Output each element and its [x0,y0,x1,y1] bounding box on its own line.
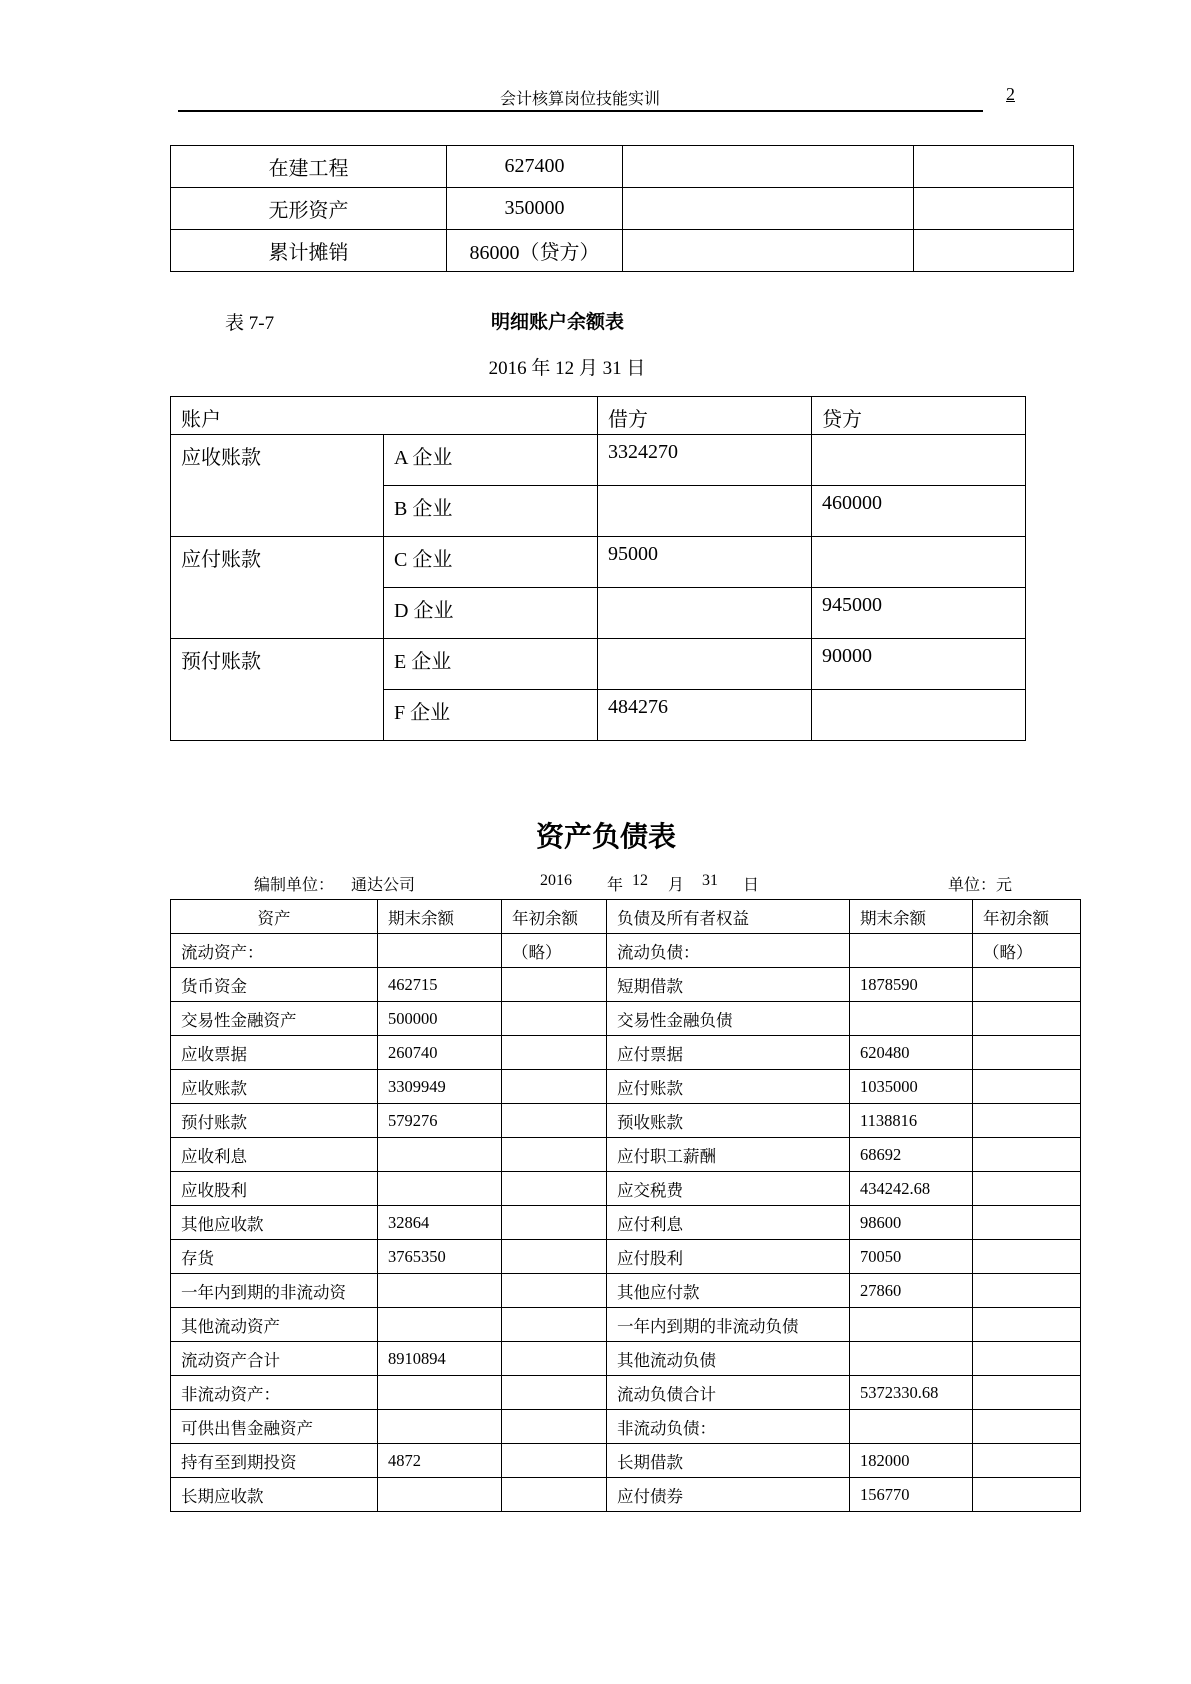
asset-ending-balance-cell [378,1410,502,1444]
liability-name-cell: 应付股利 [607,1240,850,1274]
asset-ending-balance-cell [378,1308,502,1342]
balance-sheet-table [170,899,1081,1512]
liability-ending-balance-cell [850,1342,973,1376]
liability-name-cell: 应付债券 [607,1478,850,1512]
detail-table-date: 2016 年 12 月 31 日 [488,358,646,379]
asset-opening-balance-cell: （略） [502,934,607,968]
account-balance-table-continued [170,145,1074,272]
asset-name-cell: 长期应收款 [171,1478,378,1512]
liability-name-cell: 应付职工薪酬 [607,1138,850,1172]
liability-name-cell: 短期借款 [607,968,850,1002]
liability-ending-balance-cell: 434242.68 [850,1172,973,1206]
asset-name-cell: 可供出售金融资产 [171,1410,378,1444]
asset-opening-balance-cell [502,1138,607,1172]
balance-sheet-row [171,1478,1081,1512]
asset-opening-balance-cell [502,1002,607,1036]
balance-sheet-row [171,1036,1081,1070]
top-table-cell [623,146,914,188]
date-year: 2016 [540,872,572,889]
asset-name-cell: 其他应收款 [171,1206,378,1240]
balance-sheet-row [171,1104,1081,1138]
liability-opening-balance-cell [973,1308,1081,1342]
liability-opening-balance-cell [973,1172,1081,1206]
asset-opening-balance-cell [502,1410,607,1444]
asset-ending-balance-cell: 500000 [378,1002,502,1036]
liability-ending-balance-cell: 70050 [850,1240,973,1274]
liability-name-cell: 流动负债： [607,934,850,968]
asset-ending-balance-cell [378,1478,502,1512]
detail-row [171,639,1026,690]
preparer-label: 编制单位： [254,877,335,894]
detail-account-cell: 预付账款 [171,639,384,741]
detail-unit-cell: B 企业 [384,486,598,537]
asset-name-cell: 货币资金 [171,968,378,1002]
liability-ending-balance-cell [850,934,973,968]
asset-opening-balance-cell [502,1342,607,1376]
header-rule [178,110,983,112]
detail-debit-cell [598,486,812,537]
detail-credit-cell [812,690,1026,741]
balance-sheet-row [171,934,1081,968]
detail-row [171,537,1026,588]
top-table-cell: 在建工程 [171,146,447,188]
date-year-char: 年 [607,877,624,894]
asset-ending-balance-cell: 8910894 [378,1342,502,1376]
detail-unit-cell: A 企业 [384,435,598,486]
balance-sheet-row [171,1206,1081,1240]
liability-name-cell: 应交税费 [607,1172,850,1206]
date-day: 31 [702,872,718,889]
asset-opening-balance-cell [502,1070,607,1104]
asset-opening-balance-cell [502,1240,607,1274]
balance-sheet-row [171,1002,1081,1036]
liability-ending-balance-cell: 182000 [850,1444,973,1478]
top-table-body [171,146,1074,272]
header-account: 账户 [171,397,598,435]
liability-ending-balance-cell: 27860 [850,1274,973,1308]
liability-opening-balance-cell [973,1104,1081,1138]
detail-debit-cell: 95000 [598,537,812,588]
asset-ending-balance-cell [378,1274,502,1308]
header-asset-name: 资产 [171,900,378,934]
balance-sheet-row [171,1308,1081,1342]
liability-ending-balance-cell: 98600 [850,1206,973,1240]
liability-name-cell: 流动负债合计 [607,1376,850,1410]
liability-opening-balance-cell [973,1342,1081,1376]
asset-name-cell: 流动资产： [171,934,378,968]
asset-opening-balance-cell [502,1444,607,1478]
liability-opening-balance-cell [973,1036,1081,1070]
asset-ending-balance-cell: 260740 [378,1036,502,1070]
balance-sheet-row [171,1444,1081,1478]
detail-credit-cell: 945000 [812,588,1026,639]
table-number: 表 7-7 [225,313,275,334]
asset-ending-balance-cell [378,1172,502,1206]
detail-header-row [171,397,1026,435]
liability-name-cell: 长期借款 [607,1444,850,1478]
detail-debit-cell: 3324270 [598,435,812,486]
asset-ending-balance-cell: 3765350 [378,1240,502,1274]
asset-ending-balance-cell [378,1376,502,1410]
asset-ending-balance-cell: 4872 [378,1444,502,1478]
header-debit: 借方 [598,397,812,435]
top-table-row [171,188,1074,230]
top-table-cell [914,230,1074,272]
detail-debit-cell [598,639,812,690]
liability-ending-balance-cell [850,1002,973,1036]
liability-ending-balance-cell [850,1308,973,1342]
asset-opening-balance-cell [502,1206,607,1240]
liability-ending-balance-cell: 1035000 [850,1070,973,1104]
liability-name-cell: 其他流动负债 [607,1342,850,1376]
detail-account-cell: 应付账款 [171,537,384,639]
asset-name-cell: 其他流动资产 [171,1308,378,1342]
liability-opening-balance-cell [973,1376,1081,1410]
asset-ending-balance-cell [378,1138,502,1172]
liability-opening-balance-cell [973,1240,1081,1274]
liability-opening-balance-cell [973,1444,1081,1478]
detail-account-balance-table [170,396,1026,741]
balance-sheet-row [171,968,1081,1002]
liability-ending-balance-cell: 1878590 [850,968,973,1002]
top-table-cell: 无形资产 [171,188,447,230]
company-name: 通达公司 [351,877,416,894]
header-asset-ending-balance: 期末余额 [378,900,502,934]
liability-opening-balance-cell [973,1206,1081,1240]
top-table-cell [623,230,914,272]
top-table-cell: 350000 [447,188,623,230]
top-table-row [171,146,1074,188]
asset-ending-balance-cell [378,934,502,968]
asset-name-cell: 流动资产合计 [171,1342,378,1376]
asset-name-cell: 预付账款 [171,1104,378,1138]
top-table-cell: 627400 [447,146,623,188]
liability-ending-balance-cell: 156770 [850,1478,973,1512]
detail-row [171,435,1026,486]
liability-ending-balance-cell: 5372330.68 [850,1376,973,1410]
date-month-char: 月 [668,877,685,894]
liability-name-cell: 应付利息 [607,1206,850,1240]
balance-sheet-row [171,1274,1081,1308]
asset-opening-balance-cell [502,1274,607,1308]
top-table-cell [914,188,1074,230]
header-liability-ending-balance: 期末余额 [850,900,973,934]
detail-credit-cell: 90000 [812,639,1026,690]
liability-opening-balance-cell [973,1002,1081,1036]
detail-credit-cell [812,537,1026,588]
balance-sheet-body [171,900,1081,1512]
top-table-cell: 累计摊销 [171,230,447,272]
top-table-cell: 86000（贷方） [447,230,623,272]
top-table-cell [623,188,914,230]
asset-name-cell: 存货 [171,1240,378,1274]
liability-opening-balance-cell [973,1410,1081,1444]
liability-name-cell: 预收账款 [607,1104,850,1138]
balance-sheet-row [171,1070,1081,1104]
balance-sheet-row [171,1376,1081,1410]
detail-unit-cell: F 企业 [384,690,598,741]
asset-name-cell: 一年内到期的非流动资 [171,1274,378,1308]
asset-opening-balance-cell [502,1308,607,1342]
date-month: 12 [632,872,648,889]
liability-opening-balance-cell [973,1138,1081,1172]
liability-name-cell: 一年内到期的非流动负债 [607,1308,850,1342]
date-day-char: 日 [743,877,760,894]
top-table-row [171,230,1074,272]
header-liability-opening-balance: 年初余额 [973,900,1081,934]
detail-credit-cell: 460000 [812,486,1026,537]
balance-sheet-row [171,1138,1081,1172]
liability-opening-balance-cell [973,1070,1081,1104]
liability-ending-balance-cell: 620480 [850,1036,973,1070]
header-liability-name: 负债及所有者权益 [607,900,850,934]
header-credit: 贷方 [812,397,1026,435]
asset-name-cell: 应收票据 [171,1036,378,1070]
asset-name-cell: 应收账款 [171,1070,378,1104]
asset-opening-balance-cell [502,1104,607,1138]
detail-unit-cell: C 企业 [384,537,598,588]
liability-ending-balance-cell: 68692 [850,1138,973,1172]
asset-opening-balance-cell [502,1036,607,1070]
detail-table-title: 明细账户余额表 [491,312,625,333]
currency-unit: 单位：元 [948,877,1013,894]
liability-name-cell: 非流动负债： [607,1410,850,1444]
asset-opening-balance-cell [502,1376,607,1410]
running-header-title: 会计核算岗位技能实训 [499,91,660,108]
balance-sheet-row [171,1172,1081,1206]
liability-name-cell: 应付票据 [607,1036,850,1070]
asset-name-cell: 非流动资产： [171,1376,378,1410]
detail-unit-cell: E 企业 [384,639,598,690]
asset-name-cell: 持有至到期投资 [171,1444,378,1478]
balance-sheet-header-row [171,900,1081,934]
asset-opening-balance-cell [502,1172,607,1206]
liability-opening-balance-cell [973,1274,1081,1308]
detail-debit-cell [598,588,812,639]
liability-opening-balance-cell [973,968,1081,1002]
balance-sheet-title: 资产负债表 [535,822,676,853]
detail-account-cell: 应收账款 [171,435,384,537]
balance-sheet-row [171,1240,1081,1274]
balance-sheet-row [171,1410,1081,1444]
asset-ending-balance-cell: 32864 [378,1206,502,1240]
asset-opening-balance-cell [502,968,607,1002]
asset-name-cell: 交易性金融资产 [171,1002,378,1036]
detail-credit-cell [812,435,1026,486]
liability-opening-balance-cell [973,1478,1081,1512]
asset-name-cell: 应收股利 [171,1172,378,1206]
asset-name-cell: 应收利息 [171,1138,378,1172]
asset-ending-balance-cell: 3309949 [378,1070,502,1104]
liability-opening-balance-cell: （略） [973,934,1081,968]
liability-name-cell: 交易性金融负债 [607,1002,850,1036]
liability-name-cell: 其他应付款 [607,1274,850,1308]
asset-opening-balance-cell [502,1478,607,1512]
asset-ending-balance-cell: 462715 [378,968,502,1002]
balance-sheet-row [171,1342,1081,1376]
detail-debit-cell: 484276 [598,690,812,741]
header-asset-opening-balance: 年初余额 [502,900,607,934]
liability-ending-balance-cell [850,1410,973,1444]
page-number: 2 [1006,84,1015,104]
liability-name-cell: 应付账款 [607,1070,850,1104]
liability-ending-balance-cell: 1138816 [850,1104,973,1138]
detail-unit-cell: D 企业 [384,588,598,639]
top-table-cell [914,146,1074,188]
detail-table-body [171,397,1026,741]
asset-ending-balance-cell: 579276 [378,1104,502,1138]
